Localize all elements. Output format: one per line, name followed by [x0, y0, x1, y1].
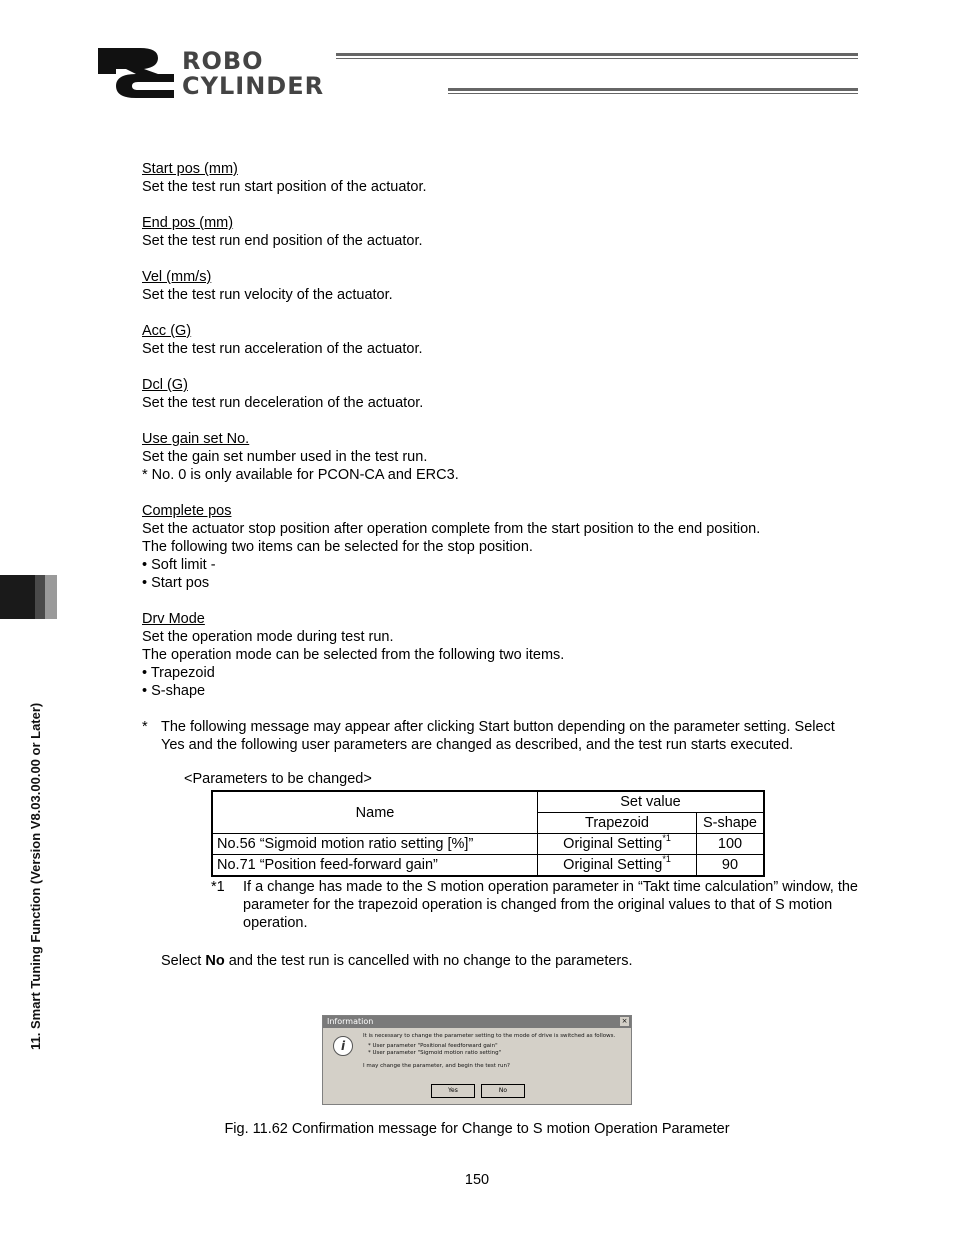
select-no-suffix: and the test run is cancelled with no change to the parameters. — [224, 953, 633, 969]
section — [142, 160, 862, 196]
section-line: • Start pos — [142, 575, 210, 591]
section-line: Set the gain set number used in the test run. — [142, 449, 428, 465]
header-rule-bottom — [448, 88, 858, 91]
row-footnote-ref: *1 — [662, 833, 671, 843]
header-rule-top-thin — [336, 58, 858, 59]
table-caption: <Parameters to be changed> — [184, 771, 372, 787]
section-line: Set the test run deceleration of the actuator. — [142, 395, 424, 411]
dialog-line: It is necessary to change the parameter setting to the mode of drive is switched as follows. — [363, 1033, 616, 1039]
row-name: No.71 “Position feed-forward gain” — [212, 855, 538, 877]
row-trapezoid-value: Original Setting — [563, 836, 663, 852]
rc-logo-icon — [96, 44, 176, 100]
select-no-bold: No — [205, 953, 225, 969]
select-no-prefix: Select — [161, 953, 206, 969]
table-footnote — [211, 878, 862, 932]
page-number: 150 — [464, 1172, 490, 1188]
information-dialog — [322, 1015, 632, 1105]
parameter-sections — [142, 160, 862, 700]
header-trapezoid: Trapezoid — [538, 813, 697, 834]
section-line: Set the actuator stop position after operation complete from the start position to the end position. — [142, 521, 761, 537]
section — [142, 430, 862, 484]
table-row — [212, 834, 764, 855]
row-trapezoid — [538, 855, 697, 877]
chapter-tab — [0, 575, 35, 619]
header-rule-top — [336, 53, 858, 56]
section — [142, 376, 862, 412]
dialog-line: * User parameter "Sigmoid motion ratio setting" — [368, 1050, 502, 1056]
section-line: Set the test run acceleration of the actuator. — [142, 341, 423, 357]
section — [142, 268, 862, 304]
header-set-value: Set value — [538, 791, 765, 813]
row-sshape: 100 — [697, 834, 765, 855]
dialog-title: Information — [327, 1017, 374, 1026]
section-title: Drv Mode — [142, 611, 205, 627]
section — [142, 322, 862, 358]
select-no-text — [142, 952, 862, 970]
section-line: • S-shape — [142, 683, 206, 699]
row-name: No.56 “Sigmoid motion ratio setting [%]” — [212, 834, 538, 855]
parameters-table — [211, 790, 765, 877]
note-text: The following message may appear after clicking Start button depending on the parameter setting. Select Yes and the following user parameters are changed as described, and the test run starts executed. — [161, 719, 835, 753]
section-line: Set the test run velocity of the actuator. — [142, 287, 393, 303]
row-sshape: 90 — [697, 855, 765, 877]
dialog-message — [363, 1033, 615, 1070]
section-title: Complete pos — [142, 503, 232, 519]
header-name: Name — [212, 791, 538, 834]
info-icon: i — [333, 1036, 353, 1056]
note-mark: * — [142, 719, 148, 735]
main-content — [142, 160, 862, 970]
header-rule-bottom-thin — [448, 93, 858, 94]
section-line: • Trapezoid — [142, 665, 215, 681]
row-trapezoid — [538, 834, 697, 855]
logo-text-cylinder: CYLINDER — [182, 72, 325, 100]
section-line: Set the test run end position of the actuator. — [142, 233, 423, 249]
section-line: Set the operation mode during test run. — [142, 629, 394, 645]
start-note — [142, 718, 862, 754]
section-title: End pos (mm) — [142, 215, 234, 231]
section-line: Set the test run start position of the actuator. — [142, 179, 427, 195]
yes-button[interactable]: Yes — [431, 1084, 475, 1098]
close-icon[interactable]: × — [621, 1017, 628, 1025]
section — [142, 610, 862, 700]
robo-cylinder-logo — [96, 44, 858, 100]
section-line: * No. 0 is only available for PCON-CA and ERC3. — [142, 467, 459, 483]
table-row — [212, 855, 764, 877]
chapter-side-label: 11. Smart Tuning Function (Version V8.03.00.00 or Later) — [28, 702, 43, 1050]
section-line: • Soft limit - — [142, 557, 216, 573]
chapter-tab-light — [45, 575, 57, 619]
row-footnote-ref: *1 — [662, 854, 671, 864]
section-line: The operation mode can be selected from the following two items. — [142, 647, 565, 663]
no-button[interactable]: No — [481, 1084, 525, 1098]
section — [142, 502, 862, 592]
dialog-title-bar — [323, 1016, 631, 1028]
section-title: Use gain set No. — [142, 431, 250, 447]
section-line: The following two items can be selected for the stop position. — [142, 539, 533, 555]
row-trapezoid-value: Original Setting — [563, 857, 663, 873]
chapter-tab-shade — [35, 575, 45, 619]
figure-caption: Fig. 11.62 Confirmation message for Change to S motion Operation Parameter — [224, 1121, 730, 1137]
section-title: Vel (mm/s) — [142, 269, 212, 285]
section-title: Acc (G) — [142, 323, 192, 339]
section-title: Start pos (mm) — [142, 161, 238, 177]
logo-text-robo: ROBO — [182, 47, 264, 75]
footnote-text: If a change has made to the S motion operation parameter in “Takt time calculation” window, the parameter for the trapezoid operation is changed from the original values to that of S motion operation. — [243, 879, 858, 931]
dialog-line: * User parameter "Positional feedforward gain" — [368, 1043, 498, 1049]
section-title: Dcl (G) — [142, 377, 188, 393]
dialog-line: I may change the parameter, and begin the test run? — [363, 1063, 510, 1069]
section — [142, 214, 862, 250]
footnote-mark: *1 — [211, 879, 225, 895]
header-sshape: S-shape — [697, 813, 765, 834]
